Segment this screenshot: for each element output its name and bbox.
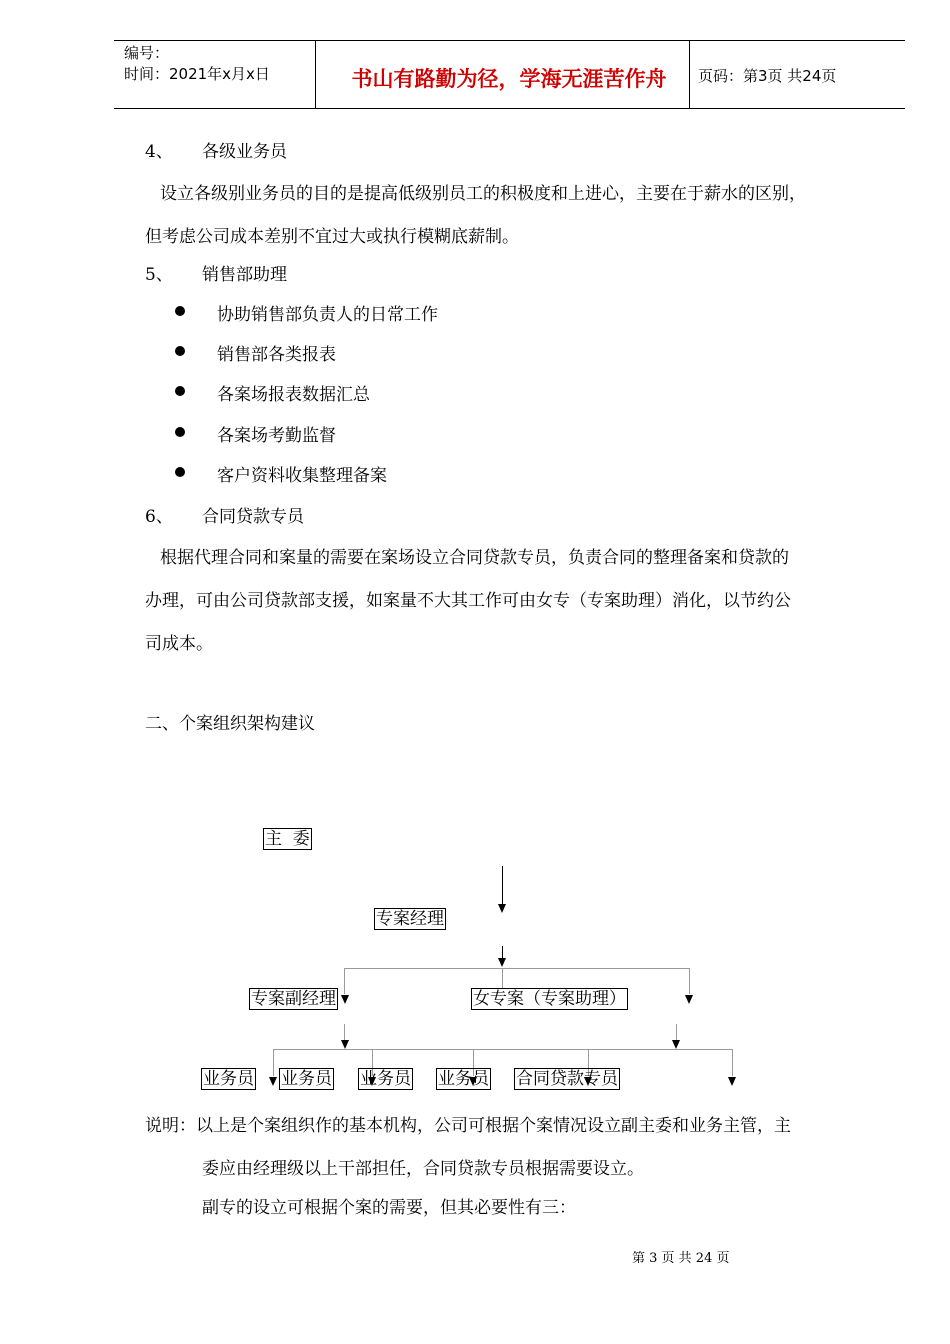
arrow-down-icon	[341, 1040, 349, 1049]
bullet-icon	[175, 346, 185, 356]
bullet-icon	[175, 306, 185, 316]
connector-line	[273, 1049, 274, 1076]
part-2-title: 二、个案组织架构建议	[145, 714, 315, 734]
bullet-icon	[175, 386, 185, 396]
arrow-down-icon	[498, 904, 506, 913]
section-4-para-line2: 但考虑公司成本差别不宜过大或执行模糊底薪制。	[145, 227, 519, 247]
section-4-para-line1: 设立各级别业务员的目的是提高低级别员工的积极度和上进心，主要在于薪水的区别，	[160, 184, 806, 204]
org-box-manager: 专案经理	[376, 909, 444, 929]
org-box-contract-loan: 合同贷款专员	[516, 1069, 618, 1089]
note-line1: 说明：以上是个案组织作的基本机构，公司可根据个案情况设立副主委和业务主管，主	[145, 1116, 791, 1136]
connector-line	[344, 1024, 345, 1040]
connector-line	[344, 968, 690, 969]
list-item: 客户资料收集整理备案	[217, 466, 387, 486]
org-box-staff: 业务员	[281, 1069, 332, 1089]
arrow-down-icon	[672, 1040, 680, 1049]
connector-line	[502, 968, 503, 988]
bullet-icon	[175, 427, 185, 437]
page-footer: 第 3 页 共 24 页	[632, 1251, 730, 1266]
org-box-assistant: 女专案（专案助理）	[473, 989, 626, 1009]
org-box-staff: 业务员	[360, 1069, 411, 1089]
org-box-staff: 业务员	[203, 1069, 254, 1089]
connector-line	[344, 968, 345, 994]
arrow-down-icon	[341, 995, 349, 1004]
arrow-down-icon	[498, 958, 506, 967]
header-number: 编号：	[124, 44, 170, 62]
section-5-number: 5、	[145, 265, 173, 285]
section-6-para-line3: 司成本。	[145, 634, 213, 654]
section-6-para-line2: 办理，可由公司贷款部支援，如案量不大其工作可由女专（专案助理）消化，以节约公	[145, 591, 791, 611]
section-6-number: 6、	[145, 507, 173, 527]
connector-line	[273, 1049, 733, 1050]
section-5-title: 销售部助理	[202, 265, 287, 285]
section-6-title: 合同贷款专员	[202, 507, 304, 527]
list-item: 协助销售部负责人的日常工作	[217, 305, 438, 325]
org-box-director: 主 委	[265, 829, 310, 849]
section-4-title: 各级业务员	[202, 142, 287, 162]
org-box-deputy-manager: 专案副经理	[251, 989, 336, 1009]
list-item: 销售部各类报表	[217, 345, 336, 365]
connector-line	[732, 1049, 733, 1076]
header-time: 时间：2021年x月x日	[124, 65, 270, 83]
connector-line	[676, 1024, 677, 1040]
list-item: 各案场报表数据汇总	[217, 385, 370, 405]
note-line3: 副专的设立可根据个案的需要，但其必要性有三：	[202, 1198, 576, 1218]
header-motto: 书山有路勤为径，学海无涯苦作舟	[351, 67, 667, 91]
list-item: 各案场考勤监督	[217, 426, 336, 446]
header-divider	[315, 41, 316, 108]
page-header	[114, 40, 905, 109]
section-6-para-line1: 根据代理合同和案量的需要在案场设立合同贷款专员，负责合同的整理备案和贷款的	[160, 548, 789, 568]
section-4-number: 4、	[145, 142, 173, 162]
note-line2: 委应由经理级以上干部担任，合同贷款专员根据需要设立。	[202, 1159, 644, 1179]
org-box-staff: 业务员	[438, 1069, 489, 1089]
header-meta	[124, 43, 270, 85]
header-page-info: 页码：第3页 共24页	[698, 67, 837, 85]
arrow-down-icon	[269, 1077, 277, 1086]
arrow-down-icon	[685, 995, 693, 1004]
connector-line	[689, 968, 690, 994]
arrow-down-icon	[728, 1077, 736, 1086]
bullet-icon	[175, 467, 185, 477]
connector-line	[502, 866, 503, 904]
